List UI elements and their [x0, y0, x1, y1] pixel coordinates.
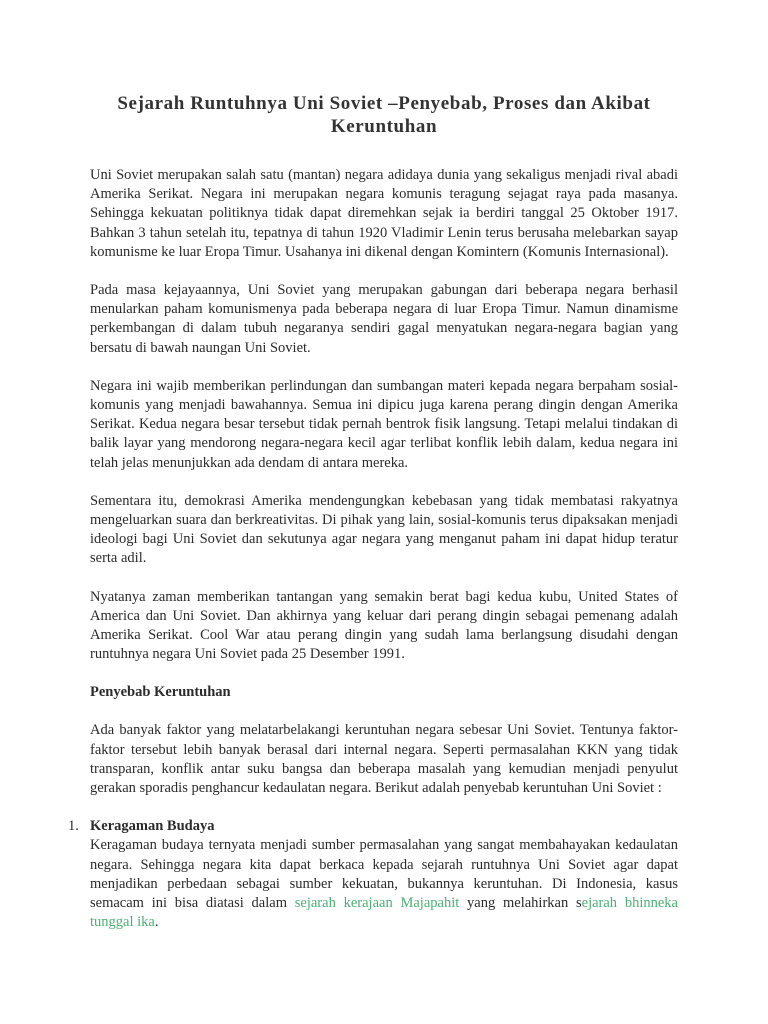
- paragraph-collapse: Nyatanya zaman memberikan tantangan yang semakin berat bagi kedua kubu, United States of America dan Uni Soviet. Dan akhirnya yang keluar dari perang dingin sebagai pemenang adalah Amerika Serikat. Cool War atau perang dingin yang sudah lama berlangsung disudahi dengan runtuhnya negara Uni Soviet pada 25 Desember 1991.: [90, 588, 678, 663]
- paragraph-intro: Uni Soviet merupakan salah satu (mantan) negara adidaya dunia yang sekaligus menjadi rival abadi Amerika Serikat. Negara ini merupakan negara komunis teragung sejagat raya pada masanya. Sehingga kekuatan politiknya tidak dapat diremehkan sejak ia berdiri tanggal 25 Oktober 1917. Bahkan 3 tahun setelah itu, tepatnya di tahun 1920 Vladimir Lenin terus berusaha melebarkan sayap komunisme ke luar Eropa Timur. Usahanya ini dikenal dengan Komintern (Komunis Internasional).: [90, 167, 678, 260]
- paragraph-cold-war: Negara ini wajib memberikan perlindungan dan sumbangan materi kepada negara berpaham sosial-komunis yang menjadi bawahannya. Semua ini dipicu juga karena perang dingin dengan Amerika Serikat. Kedua negara besar tersebut tidak pernah bentrok fisik langsung. Tetapi melalui tindakan di balik layar yang mendorong negara-negara kecil agar terlibat konflik lebih dalam, kedua negara ini telah jelas menunjukkan ada dendam di antara mereka.: [90, 377, 678, 471]
- list-item-text-middle: yang melahirkan s: [459, 895, 582, 912]
- list-item-title: Keragaman Budaya: [90, 818, 215, 835]
- link-bhinneka[interactable]: ejarah bhinneka tunggal ika: [90, 895, 678, 931]
- section-intro: Ada banyak faktor yang melatarbelakangi keruntuhan negara sebesar Uni Soviet. Tentunya faktor-faktor tersebut lebih banyak berasal dari internal negara. Seperti permasalahan KKN yang tidak transparan, konflik antar suku bangsa dan beberapa masalah yang kemudian menjadi penyulut gerakan sporadis penghancur kedaulatan negara. Berikut adalah penyebab keruntuhan Uni Soviet :: [90, 722, 678, 797]
- list-item: [68, 817, 678, 932]
- document-title: Sejarah Runtuhnya Uni Soviet –Penyebab, Proses dan Akibat Keruntuhan: [117, 93, 651, 137]
- link-majapahit[interactable]: sejarah kerajaan Majapahit: [294, 895, 460, 912]
- list-item-number: 1.: [68, 818, 79, 835]
- section-heading: Penyebab Keruntuhan: [90, 684, 231, 701]
- paragraph-golden-age: Pada masa kejayaannya, Uni Soviet yang merupakan gabungan dari beberapa negara berhasil menularkan paham komunismenya pada beberapa negara di luar Eropa Timur. Namun dinamisme perkembangan di dalam tubuh negaranya sendiri gagal menyatukan negara-negara bagian yang bersatu di bawah naungan Uni Soviet.: [90, 282, 678, 356]
- list-item-body: [90, 836, 678, 932]
- list-item-text-before: Keragaman budaya ternyata menjadi sumber permasalahan yang sangat membahayakan kedaulatan negara. Sehingga negara kita dapat berkaca kepada sejarah runtuhnya Uni Soviet agar dapat menjadikan perbedaan sebagai sumber kekuatan, bukannya keruntuhan. Di Indonesia, kasus semacam ini bisa diatasi dalam: [90, 837, 678, 912]
- list-item-text-after: .: [154, 914, 159, 931]
- causes-list: [68, 817, 678, 932]
- paragraph-democracy: Sementara itu, demokrasi Amerika mendengungkan kebebasan yang tidak membatasi rakyatnya mengeluarkan suara dan berkreativitas. Di pihak yang lain, sosial-komunis terus dipaksakan menjadi ideologi bagi Uni Soviet dan sekutunya agar negara yang menganut paham ini dapat hidup teratur serta adil.: [90, 492, 678, 567]
